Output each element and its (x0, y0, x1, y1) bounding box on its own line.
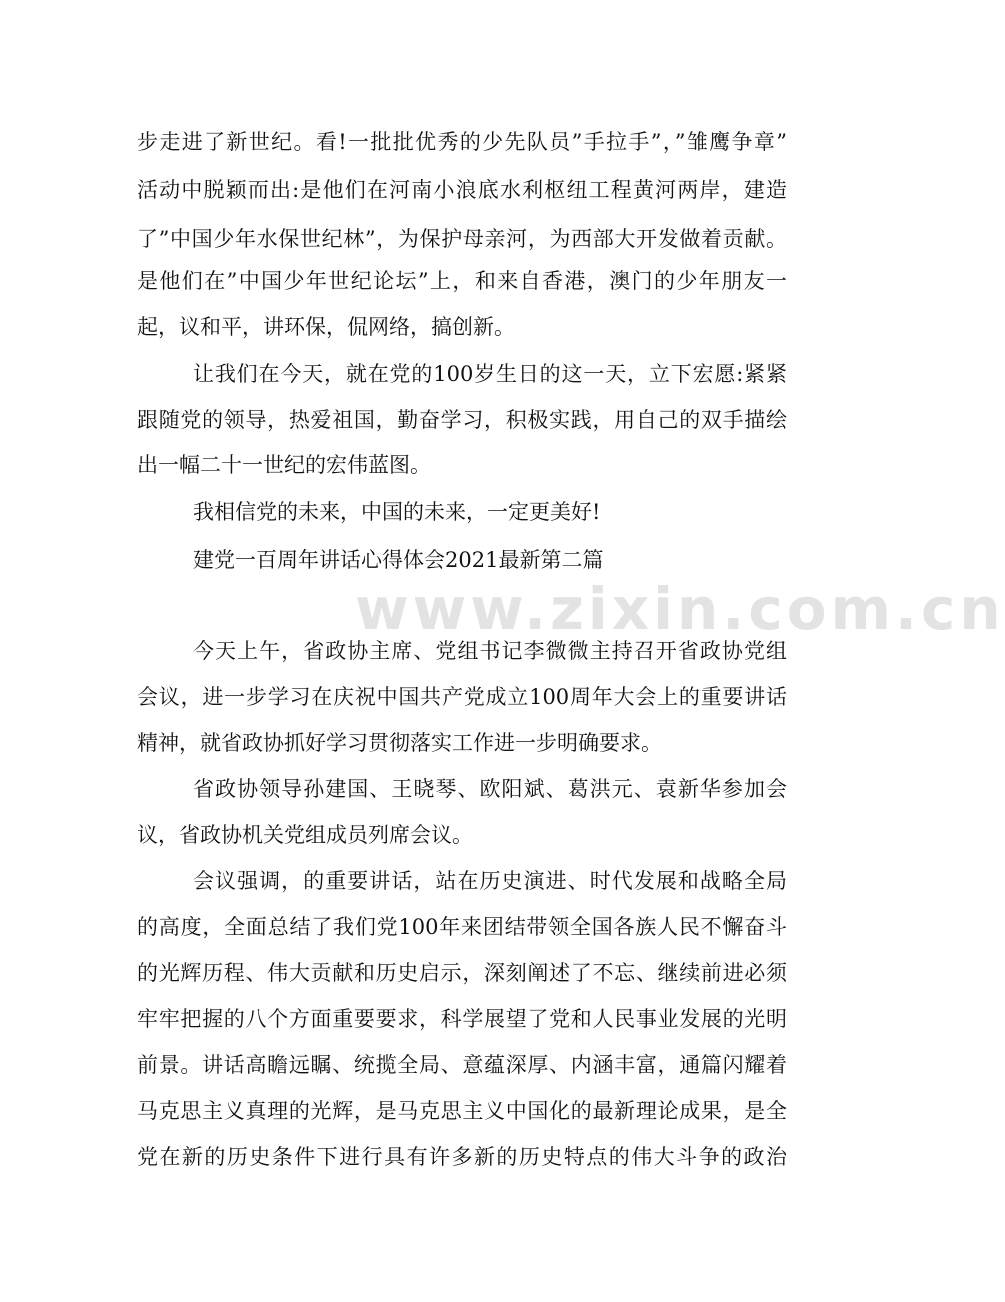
text-line: 马克思主义真理的光辉，是马克思主义中国化的最新理论成果，是全 (137, 1099, 787, 1123)
text-line: 跟随党的领导，热爱祖国，勤奋学习，积极实践，用自己的双手描绘 (137, 408, 787, 432)
section-heading: 建党一百周年讲话心得体会2021最新第二篇 (193, 548, 604, 572)
text-line: 起，议和平，讲环保，侃网络，搞创新。 (137, 315, 515, 339)
text-line: 精神，就省政协抓好学习贯彻落实工作进一步明确要求。 (137, 731, 662, 755)
text-line: 会议强调，的重要讲话，站在历史演进、时代发展和战略全局 (193, 869, 787, 893)
text-line: 活动中脱颖而出:是他们在河南小浪底水利枢纽工程黄河两岸，建造 (137, 178, 787, 202)
text-line: 牢牢把握的八个方面重要要求，科学展望了党和人民事业发展的光明 (137, 1007, 787, 1031)
text-line: 的光辉历程、伟大贡献和历史启示，深刻阐述了不忘、继续前进必须 (137, 961, 787, 985)
watermark: www.zixin.com.cn (355, 575, 1005, 643)
text-line: 了”中国少年水保世纪林”，为保护母亲河，为西部大开发做着贡献。 (137, 227, 787, 251)
text-line: 党在新的历史条件下进行具有许多新的历史特点的伟大斗争的政治 (137, 1145, 787, 1169)
text-line: 出一幅二十一世纪的宏伟蓝图。 (137, 453, 431, 477)
text-line: 的高度，全面总结了我们党100年来团结带领全国各族人民不懈奋斗 (137, 915, 787, 939)
text-line: 省政协领导孙建国、王晓琴、欧阳斌、葛洪元、袁新华参加会 (193, 777, 787, 801)
text-line: 会议，进一步学习在庆祝中国共产党成立100周年大会上的重要讲话 (137, 685, 787, 709)
text-line: 今天上午，省政协主席、党组书记李微微主持召开省政协党组 (193, 639, 787, 663)
text-line: 让我们在今天，就在党的100岁生日的这一天，立下宏愿:紧紧 (193, 362, 787, 386)
text-line: 步走进了新世纪。看!一批批优秀的少先队员”手拉手”，”雏鹰争章” (137, 130, 787, 154)
text-line: 我相信党的未来，中国的未来，一定更美好! (193, 500, 601, 524)
text-line: 是他们在”中国少年世纪论坛”上，和来自香港，澳门的少年朋友一 (137, 269, 787, 293)
text-line: 前景。讲话高瞻远瞩、统揽全局、意蕴深厚、内涵丰富，通篇闪耀着 (137, 1053, 787, 1077)
text-line: 议，省政协机关党组成员列席会议。 (137, 823, 473, 847)
